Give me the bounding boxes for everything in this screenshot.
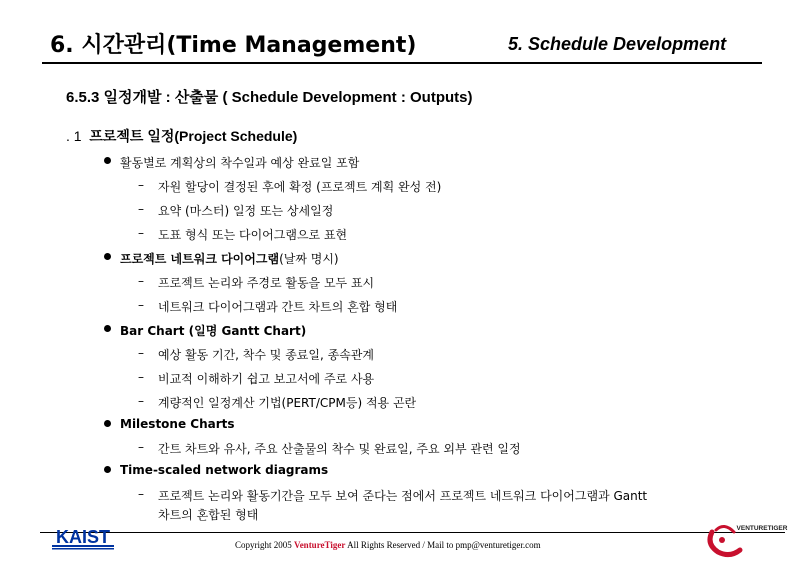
bullet-text: 활동별로 계획상의 착수일과 예상 완료일 포함: [120, 156, 360, 170]
kaist-logo-text: KAIST: [56, 527, 110, 547]
sub-item: [138, 440, 521, 457]
sub-heading: [66, 126, 297, 146]
bullet-text-bold: Bar Chart (일명 Gantt Chart): [120, 324, 307, 338]
dash-icon: –: [138, 487, 144, 501]
bullet-item: [120, 322, 306, 339]
sub-item: [138, 202, 334, 219]
section-heading: 6.5.3 일정개발 : 산출물 ( Schedule Development : Outputs): [66, 89, 473, 106]
sub-heading-number: . 1: [66, 128, 82, 144]
copyright-prefix: Copyright 2005: [235, 540, 295, 550]
bullet-icon: [104, 157, 111, 164]
dash-icon: –: [138, 440, 144, 454]
bullet-icon: [104, 253, 111, 260]
sub-item: [138, 298, 398, 315]
dash-icon: –: [138, 394, 144, 408]
footer-divider: [40, 532, 785, 533]
sub-item: [138, 178, 442, 195]
sub-item: [138, 487, 648, 504]
sub-item: [138, 226, 348, 243]
sub-item-text: 도표 형식 또는 다이어그램으로 표현: [158, 228, 348, 242]
dash-icon: –: [138, 226, 144, 240]
page-title: 6. 시간관리(Time Management): [50, 33, 417, 58]
sub-item-text: 차트의 혼합된 형태: [158, 508, 259, 522]
bullet-item: [120, 250, 339, 267]
sub-item: [138, 274, 375, 291]
sub-item-text: 간트 차트와 유사, 주요 산출물의 착수 및 완료일, 주요 외부 관련 일정: [158, 442, 521, 456]
dash-icon: –: [138, 274, 144, 288]
venturetiger-logo-text: VENTURETIGER: [736, 525, 788, 532]
sub-item-text: 계량적인 일정계산 기법(PERT/CPM등) 적용 곤란: [158, 396, 417, 410]
bullet-text-bold: 프로젝트 네트워크 다이어그램: [120, 252, 280, 266]
sub-item-text: 프로젝트 논리와 활동기간을 모두 보여 준다는 점에서 프로젝트 네트워크 다이어그램과 Gantt: [158, 489, 648, 503]
kaist-logo-icon: [52, 525, 114, 551]
kaist-logo: [52, 525, 114, 551]
dash-icon: –: [138, 346, 144, 360]
dash-icon: –: [138, 202, 144, 216]
sub-item-text: 프로젝트 논리와 주경로 활동을 모두 표시: [158, 276, 375, 290]
bullet-item: [120, 463, 328, 477]
sub-item-text: 예상 활동 기간, 착수 및 종료일, 종속관계: [158, 348, 374, 362]
section-title: 5. Schedule Development: [508, 34, 727, 54]
dash-icon: –: [138, 370, 144, 384]
venturetiger-logo: [700, 510, 792, 560]
bullet-icon: [104, 420, 111, 427]
sub-item-text: 네트워크 다이어그램과 간트 차트의 혼합 형태: [158, 300, 398, 314]
sub-item: [138, 394, 417, 411]
title-divider: [42, 62, 762, 64]
sub-heading-label: 프로젝트 일정(Project Schedule): [89, 128, 298, 144]
footer-copyright: [235, 540, 541, 550]
copyright-suffix: All Rights Reserved / Mail to pmp@venturetiger.com: [345, 540, 541, 550]
bullet-icon: [104, 466, 111, 473]
dash-icon: –: [138, 178, 144, 192]
bullet-item: [120, 154, 359, 171]
sub-item-continuation: [158, 506, 258, 523]
sub-item: [138, 346, 374, 363]
dash-icon: –: [138, 298, 144, 312]
venturetiger-logo-icon: [700, 510, 792, 560]
sub-item: [138, 370, 375, 387]
bullet-text-bold: Time-scaled network diagrams: [120, 463, 329, 477]
brand-name: VentureTiger: [294, 540, 346, 550]
bullet-text-bold: Milestone Charts: [120, 417, 235, 431]
bullet-icon: [104, 325, 111, 332]
bullet-text: (날짜 명시): [279, 252, 339, 266]
sub-item-text: 자원 할당이 결정된 후에 확정 (프로젝트 계획 완성 전): [158, 180, 442, 194]
sub-item-text: 요약 (마스터) 일정 또는 상세일정: [158, 204, 334, 218]
bullet-item: [120, 417, 235, 431]
sub-item-text: 비교적 이해하기 쉽고 보고서에 주로 사용: [158, 372, 375, 386]
